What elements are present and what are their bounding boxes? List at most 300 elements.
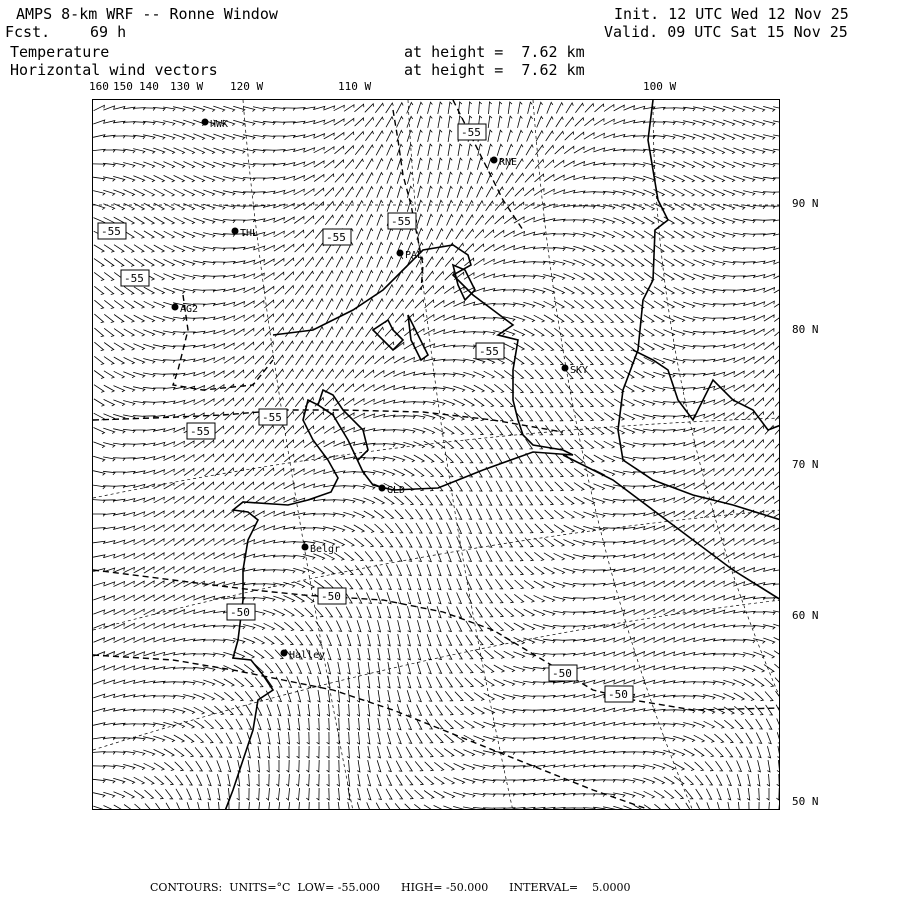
wind-barb bbox=[164, 525, 174, 532]
wind-barb bbox=[447, 606, 451, 617]
wind-barb bbox=[435, 734, 443, 743]
wind-barb bbox=[614, 342, 623, 351]
wind-barb bbox=[296, 760, 299, 772]
wind-barb bbox=[424, 805, 434, 810]
wind-barb bbox=[563, 220, 575, 222]
wind-barb bbox=[505, 551, 512, 561]
wind-barb bbox=[407, 144, 412, 156]
wind-barb bbox=[144, 511, 155, 516]
wind-barb bbox=[208, 788, 211, 800]
wind-barb bbox=[428, 158, 433, 170]
wind-barb bbox=[255, 468, 264, 476]
wind-barb bbox=[385, 537, 392, 547]
wind-barb bbox=[447, 578, 451, 589]
wind-barb bbox=[435, 272, 444, 281]
wind-barb bbox=[534, 567, 544, 575]
wind-barb bbox=[283, 512, 294, 516]
wind-barb bbox=[744, 384, 754, 391]
wind-barb bbox=[525, 509, 532, 519]
wind-barb bbox=[714, 190, 725, 196]
wind-barb bbox=[417, 634, 420, 646]
wind-barb bbox=[767, 746, 770, 758]
wind-barb bbox=[757, 774, 760, 786]
wind-barb bbox=[544, 553, 554, 561]
wind-barb bbox=[704, 218, 715, 225]
wind-barb bbox=[594, 484, 605, 490]
wind-barb bbox=[463, 793, 475, 798]
wind-barb bbox=[664, 553, 674, 559]
wind-barb bbox=[386, 131, 393, 142]
wind-barb bbox=[306, 313, 314, 323]
wind-barb bbox=[213, 176, 224, 182]
wind-barb bbox=[643, 176, 654, 182]
wind-barb bbox=[654, 567, 665, 573]
wind-barb bbox=[307, 662, 311, 673]
wind-barb bbox=[258, 732, 261, 744]
wind-barb bbox=[493, 694, 504, 700]
wind-barb bbox=[207, 774, 211, 785]
wind-barb bbox=[653, 162, 664, 167]
wind-barb bbox=[634, 652, 645, 657]
wind-barb bbox=[734, 385, 744, 391]
wind-barb bbox=[495, 398, 504, 407]
wind-barb bbox=[704, 483, 714, 490]
wind-barb bbox=[103, 106, 114, 110]
wind-barb bbox=[397, 565, 402, 576]
wind-barb bbox=[275, 286, 284, 294]
station-label: AG2 bbox=[180, 304, 199, 315]
wind-barb bbox=[683, 288, 694, 294]
wind-barb bbox=[367, 242, 373, 253]
wind-barb bbox=[407, 676, 410, 688]
wind-barb bbox=[453, 386, 464, 392]
wind-barb bbox=[553, 597, 565, 602]
wind-barb bbox=[245, 370, 254, 378]
wind-barb bbox=[406, 285, 414, 295]
wind-barb bbox=[483, 331, 495, 335]
wind-barb bbox=[693, 148, 704, 154]
wind-barb bbox=[265, 650, 274, 659]
wind-barb bbox=[214, 371, 224, 377]
wind-barb bbox=[754, 329, 764, 335]
wind-barb bbox=[446, 649, 452, 660]
wind-barb bbox=[296, 663, 301, 674]
wind-barb bbox=[244, 342, 253, 350]
wind-barb bbox=[664, 259, 674, 267]
wind-barb bbox=[663, 724, 675, 727]
wind-barb bbox=[613, 177, 625, 180]
wind-barb bbox=[573, 220, 585, 223]
wind-barb bbox=[327, 690, 330, 702]
wind-barb bbox=[684, 162, 695, 168]
wind-barb bbox=[408, 662, 411, 674]
wind-barb bbox=[455, 706, 464, 715]
wind-barb bbox=[464, 750, 475, 756]
wind-barb bbox=[453, 316, 464, 320]
wind-barb bbox=[545, 160, 554, 168]
wind-barb bbox=[407, 103, 413, 114]
wind-barb bbox=[173, 260, 184, 266]
wind-barb bbox=[276, 774, 279, 786]
wind-barb bbox=[337, 704, 340, 716]
wind-barb bbox=[534, 329, 544, 337]
wind-barb bbox=[236, 802, 239, 810]
wind-barb bbox=[604, 273, 614, 281]
wind-barb bbox=[254, 314, 263, 321]
wind-barb bbox=[477, 158, 482, 170]
wind-barb bbox=[457, 593, 462, 604]
wind-barb bbox=[278, 718, 281, 730]
wind-barb bbox=[387, 606, 390, 618]
wind-barb bbox=[394, 372, 405, 377]
wind-barb bbox=[203, 190, 214, 196]
wind-barb bbox=[475, 439, 483, 448]
wind-barb bbox=[153, 736, 164, 742]
wind-barb bbox=[744, 357, 754, 363]
wind-barb bbox=[94, 638, 105, 643]
wind-barb bbox=[446, 635, 451, 646]
wind-barb bbox=[234, 329, 244, 335]
wind-barb bbox=[193, 232, 204, 237]
wind-barb bbox=[217, 802, 220, 810]
wind-barb bbox=[604, 286, 613, 294]
wind-barb bbox=[154, 483, 165, 488]
wind-barb bbox=[764, 342, 774, 349]
wind-barb bbox=[684, 274, 695, 281]
wind-barb bbox=[555, 370, 563, 379]
wind-barb bbox=[674, 189, 685, 196]
wind-barb bbox=[633, 666, 644, 670]
wind-barb bbox=[448, 102, 452, 114]
wind-barb bbox=[536, 425, 543, 435]
wind-barb bbox=[354, 399, 364, 405]
wind-barb bbox=[243, 638, 254, 644]
wind-barb bbox=[593, 498, 604, 504]
wind-barb bbox=[443, 360, 455, 363]
wind-barb bbox=[763, 554, 774, 558]
wind-barb bbox=[314, 455, 325, 461]
wind-barb bbox=[337, 634, 341, 645]
wind-barb bbox=[613, 135, 625, 138]
wind-barb bbox=[694, 595, 705, 601]
wind-barb bbox=[516, 481, 522, 491]
wind-barb bbox=[644, 301, 654, 309]
wind-barb bbox=[654, 329, 665, 336]
wind-barb bbox=[306, 635, 313, 645]
wind-barb bbox=[433, 330, 444, 335]
wind-barb bbox=[714, 539, 724, 546]
wind-barb bbox=[387, 690, 390, 702]
wind-barb bbox=[476, 509, 481, 520]
wind-barb bbox=[664, 581, 674, 587]
wind-barb bbox=[684, 483, 695, 489]
wind-barb bbox=[468, 144, 472, 156]
wind-barb bbox=[774, 301, 780, 308]
wind-barb bbox=[506, 481, 512, 491]
wind-barb bbox=[224, 553, 235, 558]
wind-barb bbox=[634, 385, 645, 392]
wind-barb bbox=[714, 399, 725, 404]
wind-barb bbox=[143, 108, 155, 111]
wind-barb bbox=[285, 286, 294, 295]
wind-barb bbox=[344, 105, 354, 112]
wind-barb bbox=[704, 469, 714, 476]
wind-barb bbox=[774, 664, 780, 673]
wind-barb bbox=[356, 215, 363, 226]
wind-barb bbox=[614, 245, 624, 252]
wind-barb bbox=[585, 104, 594, 113]
wind-barb bbox=[745, 440, 754, 448]
wind-barb bbox=[485, 607, 492, 617]
wind-barb bbox=[264, 511, 275, 516]
wind-barb bbox=[417, 214, 423, 225]
wind-barb bbox=[193, 596, 204, 601]
wind-barb bbox=[367, 732, 370, 744]
wind-barb bbox=[203, 680, 214, 686]
wind-barb bbox=[724, 482, 733, 490]
wind-barb bbox=[443, 806, 454, 810]
wind-barb bbox=[236, 719, 242, 729]
wind-barb bbox=[214, 524, 224, 531]
wind-barb bbox=[745, 706, 754, 715]
wind-barb bbox=[448, 172, 453, 184]
wind-barb bbox=[396, 103, 403, 114]
wind-barb bbox=[454, 749, 464, 756]
wind-barb bbox=[408, 634, 411, 646]
wind-barb bbox=[194, 454, 204, 461]
wind-barb bbox=[357, 760, 360, 772]
wind-barb bbox=[604, 427, 614, 434]
wind-barb bbox=[453, 778, 464, 784]
wind-barb bbox=[703, 120, 714, 125]
wind-barb bbox=[215, 482, 224, 490]
wind-barb bbox=[734, 539, 744, 546]
wind-barb bbox=[355, 552, 364, 561]
wind-barb bbox=[344, 552, 353, 560]
wind-barb bbox=[448, 116, 452, 128]
wind-barb bbox=[634, 259, 644, 267]
wind-barb bbox=[234, 370, 243, 378]
wind-barb bbox=[456, 481, 463, 491]
wind-barb bbox=[364, 498, 375, 504]
wind-barb bbox=[473, 332, 485, 335]
wind-barb bbox=[545, 467, 553, 476]
wind-barb bbox=[247, 774, 250, 786]
contour-label: -50 bbox=[552, 667, 572, 680]
wind-barb bbox=[764, 496, 774, 503]
wind-barb bbox=[213, 162, 224, 168]
wind-barb bbox=[347, 760, 350, 772]
wind-barb bbox=[624, 314, 633, 322]
wind-barb bbox=[524, 609, 535, 616]
wind-barb bbox=[447, 200, 453, 211]
wind-barb bbox=[536, 145, 544, 155]
wind-barb bbox=[325, 398, 334, 406]
wind-barb bbox=[725, 734, 733, 743]
wind-barb bbox=[395, 523, 402, 533]
wind-barb bbox=[367, 690, 370, 702]
wind-barb bbox=[575, 328, 584, 337]
wind-barb bbox=[93, 680, 104, 684]
wind-barb bbox=[554, 288, 565, 295]
wind-barb bbox=[428, 130, 433, 142]
wind-barb bbox=[604, 232, 615, 238]
wind-barb bbox=[555, 425, 563, 434]
wind-barb bbox=[774, 482, 780, 490]
wind-barb bbox=[615, 314, 624, 323]
wind-barb bbox=[367, 648, 370, 660]
wind-barb bbox=[104, 343, 114, 351]
wind-barb bbox=[184, 482, 194, 489]
wind-barb bbox=[486, 481, 492, 491]
wind-barb bbox=[515, 173, 523, 183]
wind-barb bbox=[303, 568, 314, 574]
wind-barb bbox=[694, 217, 705, 224]
wind-barb bbox=[765, 398, 774, 407]
wind-barb bbox=[274, 231, 285, 237]
wind-barb bbox=[114, 343, 124, 351]
wind-barb bbox=[223, 626, 235, 629]
wind-barb bbox=[654, 638, 665, 643]
wind-barb bbox=[386, 103, 394, 113]
wind-barb bbox=[777, 760, 780, 772]
wind-barb bbox=[273, 596, 284, 602]
wind-barb bbox=[504, 608, 513, 617]
wind-barb bbox=[495, 593, 503, 602]
wind-barb bbox=[496, 509, 502, 520]
wind-barb bbox=[375, 538, 383, 547]
wind-barb bbox=[364, 399, 375, 405]
wind-barb bbox=[153, 638, 164, 642]
wind-barb bbox=[754, 554, 765, 559]
wind-barb bbox=[94, 328, 103, 337]
wind-barb bbox=[744, 539, 754, 545]
wind-barb bbox=[753, 134, 764, 139]
wind-barb bbox=[315, 202, 324, 210]
wind-barb bbox=[223, 106, 234, 111]
wind-barb bbox=[154, 302, 165, 308]
wind-barb bbox=[114, 582, 125, 587]
wind-barb bbox=[506, 509, 512, 519]
wind-barb bbox=[164, 231, 175, 238]
wind-barb bbox=[675, 790, 684, 799]
wind-barb bbox=[456, 495, 462, 505]
wind-barb bbox=[415, 300, 424, 309]
wind-barb bbox=[276, 663, 283, 673]
wind-barb bbox=[93, 582, 104, 585]
wind-barb bbox=[574, 132, 584, 140]
wind-barb bbox=[417, 564, 421, 575]
wind-barb bbox=[377, 257, 383, 268]
wind-barb bbox=[175, 762, 184, 771]
wind-barb bbox=[457, 607, 462, 618]
wind-barb bbox=[275, 383, 283, 393]
wind-barb bbox=[466, 635, 473, 645]
wind-barb bbox=[123, 401, 135, 406]
wind-barb bbox=[367, 788, 371, 799]
wind-barb bbox=[404, 469, 414, 476]
wind-barb bbox=[233, 106, 245, 111]
wind-barb bbox=[743, 106, 754, 111]
wind-barb bbox=[564, 146, 574, 153]
lat-label: 90 N bbox=[792, 197, 819, 210]
wind-barb bbox=[495, 216, 504, 224]
wind-barb bbox=[723, 190, 734, 196]
station-dot bbox=[202, 119, 209, 126]
wind-barb bbox=[734, 510, 744, 518]
wind-barb bbox=[663, 710, 675, 713]
wind-barb bbox=[644, 554, 655, 559]
wind-barb bbox=[123, 176, 134, 182]
wind-barb bbox=[765, 692, 773, 701]
wind-barb bbox=[436, 677, 442, 688]
wind-barb bbox=[153, 107, 165, 110]
wind-barb bbox=[133, 372, 145, 377]
wind-barb bbox=[275, 341, 283, 350]
wind-barb bbox=[734, 553, 744, 559]
wind-barb bbox=[665, 804, 673, 810]
wind-barb bbox=[154, 231, 164, 238]
wind-barb bbox=[295, 426, 304, 434]
wind-barb bbox=[196, 775, 201, 786]
wind-barb bbox=[255, 356, 264, 365]
wind-barb bbox=[94, 245, 104, 252]
wind-barb bbox=[554, 539, 564, 546]
wind-barb bbox=[684, 624, 695, 629]
wind-barb bbox=[387, 732, 390, 744]
wind-barb bbox=[305, 216, 314, 224]
wind-barb bbox=[767, 788, 769, 800]
wind-barb bbox=[674, 624, 685, 629]
wind-barb bbox=[387, 145, 393, 156]
wind-barb bbox=[113, 666, 124, 670]
wind-barb bbox=[134, 791, 144, 799]
wind-barb bbox=[694, 455, 705, 461]
wind-barb bbox=[264, 286, 274, 293]
wind-barb bbox=[624, 638, 635, 643]
wind-barb bbox=[724, 539, 734, 546]
wind-barb bbox=[435, 748, 444, 757]
wind-barb bbox=[344, 526, 355, 533]
wind-barb bbox=[377, 271, 384, 282]
wind-barb bbox=[744, 525, 754, 532]
wind-barb bbox=[644, 343, 654, 350]
wind-barb bbox=[766, 705, 773, 715]
lon-label: 120 W bbox=[230, 80, 264, 93]
wind-barb bbox=[397, 117, 404, 128]
wind-barb bbox=[275, 397, 283, 406]
wind-barb bbox=[153, 652, 164, 655]
wind-barb bbox=[703, 246, 714, 252]
wind-barb bbox=[104, 286, 113, 294]
wind-barb bbox=[304, 440, 314, 447]
wind-barb bbox=[277, 704, 281, 715]
wind-barb bbox=[305, 244, 314, 253]
wind-barb bbox=[344, 398, 354, 405]
wind-barb bbox=[316, 341, 324, 351]
wind-barb bbox=[183, 610, 194, 614]
wind-barb bbox=[444, 316, 455, 321]
wind-barb bbox=[526, 481, 533, 491]
wind-barb bbox=[537, 117, 543, 128]
wind-barb bbox=[664, 217, 674, 224]
wind-barb bbox=[664, 609, 675, 615]
temperature-contours bbox=[93, 100, 780, 810]
wind-barb bbox=[664, 539, 675, 545]
wind-barb bbox=[113, 107, 125, 110]
wind-barb bbox=[464, 399, 474, 406]
wind-barb bbox=[286, 663, 292, 673]
